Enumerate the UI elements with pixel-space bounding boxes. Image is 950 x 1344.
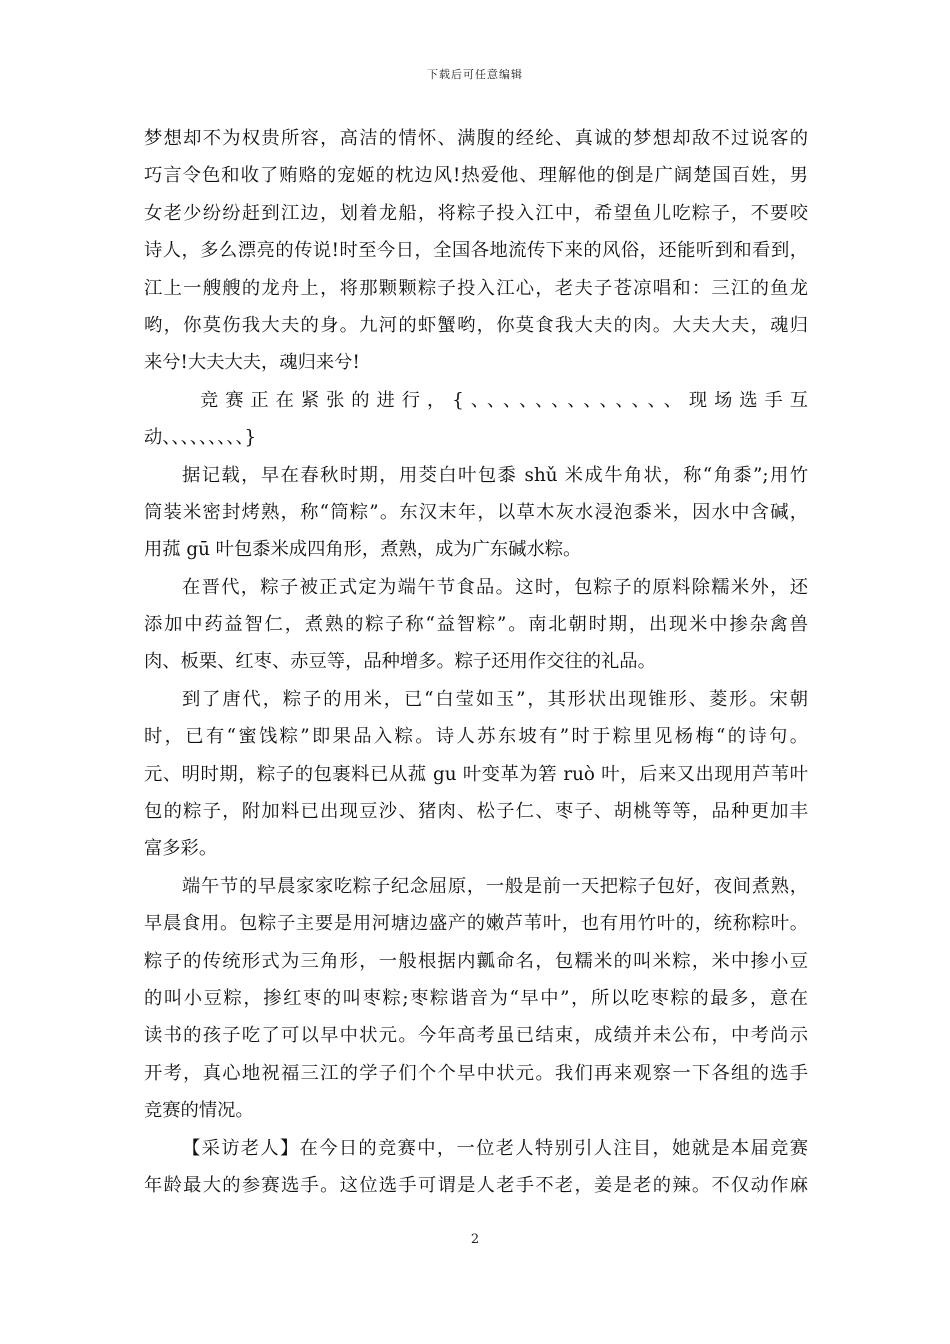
text-line: 梦想却不为权贵所容，高洁的情怀、满腹的经纶、真诚的梦想却敌不过说客的 xyxy=(144,128,808,149)
page-number: 2 xyxy=(470,1232,480,1247)
text-line: 诗人，多么漂亮的传说!时至今日，全国各地流传下来的风俗，还能听到和看到， xyxy=(144,240,808,262)
page-header: 下载后可任意编辑 xyxy=(427,68,523,81)
text-line: 动、、、、、、、、、} xyxy=(144,427,257,449)
text-line: 竞赛的情况。 xyxy=(144,1100,254,1122)
text-line: 竞赛正在紧张的进行，{、、、、、、、、、、、、、现场选手互 xyxy=(200,389,808,411)
text-line: 筒装米密封烤熟，称“筒粽”。东汉末年，以草木灰水浸泡黍米，因水中含碱， xyxy=(144,501,808,523)
text-line: 巧言令色和收了贿赂的宠姬的枕边风!热爱他、理解他的倒是广阔楚国百姓，男 xyxy=(144,165,808,187)
text-line: 时，已有“蜜饯粽”即果品入粽。诗人苏东坡有”时于粽里见杨梅“的诗句。 xyxy=(144,726,808,748)
text-line: 到了唐代，粽子的用米，已“白莹如玉”，其形状出现锥形、菱形。宋朝 xyxy=(182,688,808,710)
text-line: 肉、板栗、红枣、赤豆等，品种增多。粽子还用作交往的礼品。 xyxy=(144,651,656,673)
text-line: 女老少纷纷赶到江边，划着龙船，将粽子投入江中，希望鱼儿吃粽子，不要咬 xyxy=(144,202,808,224)
text-line: 在晋代，粽子被正式定为端午节食品。这时，包粽子的原料除糯米外，还 xyxy=(182,576,808,598)
text-line: 【采访老人】在今日的竞赛中，一位老人特别引人注目，她就是本届竞赛 xyxy=(182,1137,808,1159)
text-line: 据记载，早在春秋时期，用茭白叶包黍 shǔ 米成牛角状，称“角黍”;用竹 xyxy=(182,464,808,486)
text-line: 来兮!大夫大夫，魂归来兮! xyxy=(144,352,360,374)
text-line: 江上一艘艘的龙舟上，将那颗颗粽子投入江心，老夫子苍凉唱和：三江的鱼龙 xyxy=(144,277,808,299)
text-line: 哟，你莫伤我大夫的身。九河的虾蟹哟，你莫食我大夫的肉。大夫大夫，魂归 xyxy=(144,314,808,336)
document-body xyxy=(144,120,808,1204)
text-line: 端午节的早晨家家吃粽子纪念屈原，一般是前一天把粽子包好，夜间煮熟， xyxy=(182,875,808,897)
text-line: 读书的孩子吃了可以早中状元。今年高考虽已结束，成绩并未公布，中考尚示 xyxy=(144,1025,808,1047)
text-line: 年龄最大的参赛选手。这位选手可谓是人老手不老，姜是老的辣。不仅动作麻 xyxy=(144,1174,808,1196)
text-line: 富多彩。 xyxy=(144,838,218,860)
text-line: 用菰 gū 叶包黍米成四角形，煮熟，成为广东碱水粽。 xyxy=(144,539,582,561)
text-line: 粽子的传统形式为三角形，一般根据内瓤命名，包糯米的叫米粽，米中掺小豆 xyxy=(144,950,808,972)
text-line: 添加中药益智仁，煮熟的粽子称“益智粽”。南北朝时期，出现米中掺杂禽兽 xyxy=(144,614,808,636)
text-line: 包的粽子，附加料已出现豆沙、猪肉、松子仁、枣子、胡桃等等，品种更加丰 xyxy=(144,801,808,823)
text-line: 开考，真心地祝福三江的学子们个个早中状元。我们再来观察一下各组的选手 xyxy=(144,1062,808,1084)
text-line: 元、明时期，粽子的包裹料已从菰 gu 叶变革为箬 ruò 叶，后来又出现用芦苇叶 xyxy=(144,763,808,785)
text-line: 的叫小豆粽，掺红枣的叫枣粽;枣粽谐音为“早中”，所以吃枣粽的最多，意在 xyxy=(144,987,808,1009)
text-line: 早晨食用。包粽子主要是用河塘边盛产的嫩芦苇叶，也有用竹叶的，统称粽叶。 xyxy=(144,913,808,935)
